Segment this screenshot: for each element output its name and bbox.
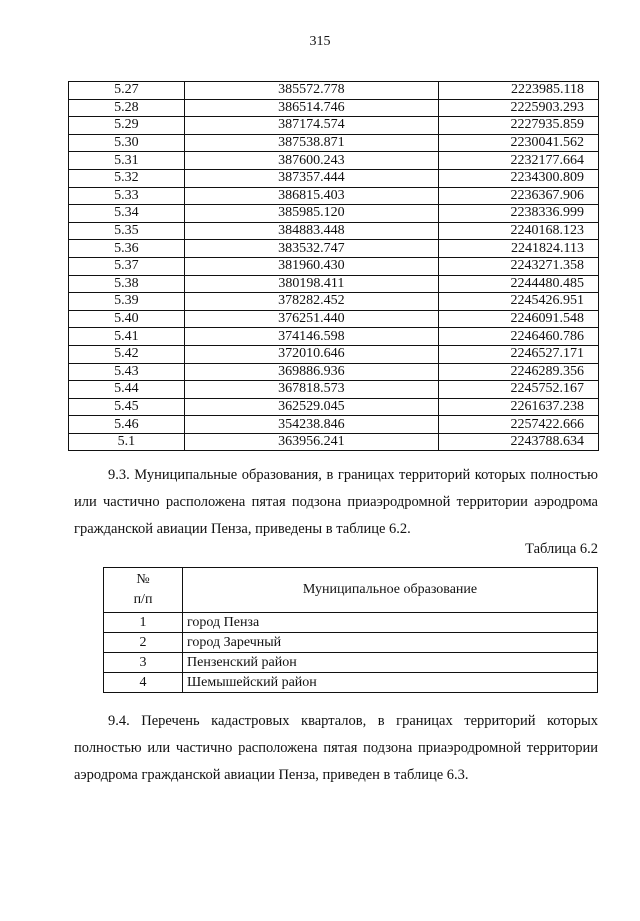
table-caption: Таблица 6.2 <box>525 541 598 557</box>
table-row <box>69 169 599 187</box>
table-row <box>69 345 599 363</box>
y-coordinate-cell: 2245426.951 <box>439 293 599 311</box>
x-coordinate-cell: 386514.746 <box>184 99 438 117</box>
table-row <box>69 99 599 117</box>
coordinates-table <box>68 81 599 451</box>
x-coordinate-cell: 385985.120 <box>184 205 438 223</box>
x-coordinate-cell: 387174.574 <box>184 117 438 135</box>
y-coordinate-cell: 2246091.548 <box>439 310 599 328</box>
table-header-row <box>104 568 598 613</box>
y-coordinate-cell: 2257422.666 <box>439 416 599 434</box>
paragraph-9-4 <box>74 708 598 789</box>
x-coordinate-cell: 387357.444 <box>184 169 438 187</box>
point-number-cell: 5.38 <box>69 275 185 293</box>
y-coordinate-cell: 2243271.358 <box>439 257 599 275</box>
table-row <box>104 613 598 633</box>
point-number-cell: 5.42 <box>69 345 185 363</box>
header-number <box>104 568 183 613</box>
y-coordinate-cell: 2240168.123 <box>439 222 599 240</box>
table-row <box>69 117 599 135</box>
point-number-cell: 5.36 <box>69 240 185 258</box>
point-number-cell: 5.44 <box>69 381 185 399</box>
x-coordinate-cell: 383532.747 <box>184 240 438 258</box>
y-coordinate-cell: 2246460.786 <box>439 328 599 346</box>
point-number-cell: 5.31 <box>69 152 185 170</box>
point-number-cell: 5.33 <box>69 187 185 205</box>
table-row <box>69 381 599 399</box>
table-row <box>69 152 599 170</box>
x-coordinate-cell: 386815.403 <box>184 187 438 205</box>
x-coordinate-cell: 372010.646 <box>184 345 438 363</box>
point-number-cell: 5.28 <box>69 99 185 117</box>
y-coordinate-cell: 2227935.859 <box>439 117 599 135</box>
page-number: 315 <box>309 34 331 49</box>
point-number-cell: 5.29 <box>69 117 185 135</box>
y-coordinate-cell: 2234300.809 <box>439 169 599 187</box>
table-row <box>69 398 599 416</box>
y-coordinate-cell: 2232177.664 <box>439 152 599 170</box>
table-row <box>69 275 599 293</box>
point-number-cell: 5.43 <box>69 363 185 381</box>
point-number-cell: 5.35 <box>69 222 185 240</box>
y-coordinate-cell: 2241824.113 <box>439 240 599 258</box>
y-coordinate-cell: 2236367.906 <box>439 187 599 205</box>
table-row <box>104 653 598 673</box>
point-number-cell: 5.34 <box>69 205 185 223</box>
municipalities-table <box>103 567 598 693</box>
table-row <box>104 673 598 693</box>
point-number-cell: 5.37 <box>69 257 185 275</box>
point-number-cell: 5.45 <box>69 398 185 416</box>
paragraph-9-3 <box>74 462 598 543</box>
y-coordinate-cell: 2261637.238 <box>439 398 599 416</box>
table-row <box>69 205 599 223</box>
row-number-cell: 4 <box>104 673 183 693</box>
x-coordinate-cell: 363956.241 <box>184 433 438 451</box>
point-number-cell: 5.27 <box>69 82 185 100</box>
table-row <box>69 328 599 346</box>
x-coordinate-cell: 381960.430 <box>184 257 438 275</box>
y-coordinate-cell: 2245752.167 <box>439 381 599 399</box>
y-coordinate-cell: 2243788.634 <box>439 433 599 451</box>
municipality-name-cell: Шемышейский район <box>183 673 598 693</box>
municipality-name-cell: город Заречный <box>183 633 598 653</box>
row-number-cell: 2 <box>104 633 183 653</box>
x-coordinate-cell: 374146.598 <box>184 328 438 346</box>
x-coordinate-cell: 378282.452 <box>184 293 438 311</box>
header-municipality: Муниципальное образование <box>183 568 598 613</box>
paragraph-9-3-text: 9.3. Муниципальные образования, в границах территорий которых полностью или частично расположена пятая подзона приаэродромной территории аэродрома гражданской авиации Пенза, приведены в таблице 6.2. <box>74 467 598 537</box>
point-number-cell: 5.40 <box>69 310 185 328</box>
table-row <box>104 633 598 653</box>
y-coordinate-cell: 2238336.999 <box>439 205 599 223</box>
table-row <box>69 187 599 205</box>
paragraph-9-4-text: 9.4. Перечень кадастровых кварталов, в границах территорий которых полностью или частично расположена пятая подзона приаэродромной территории аэродрома гражданской авиации Пенза, приведен в таблице 6.3. <box>74 713 598 783</box>
header-number-symbol: № <box>136 572 150 587</box>
x-coordinate-cell: 367818.573 <box>184 381 438 399</box>
y-coordinate-cell: 2244480.485 <box>439 275 599 293</box>
point-number-cell: 5.39 <box>69 293 185 311</box>
x-coordinate-cell: 376251.440 <box>184 310 438 328</box>
row-number-cell: 1 <box>104 613 183 633</box>
x-coordinate-cell: 369886.936 <box>184 363 438 381</box>
table-row <box>69 82 599 100</box>
y-coordinate-cell: 2246527.171 <box>439 345 599 363</box>
x-coordinate-cell: 385572.778 <box>184 82 438 100</box>
point-number-cell: 5.46 <box>69 416 185 434</box>
table-row <box>69 134 599 152</box>
table-row <box>69 363 599 381</box>
row-number-cell: 3 <box>104 653 183 673</box>
point-number-cell: 5.41 <box>69 328 185 346</box>
municipality-name-cell: город Пенза <box>183 613 598 633</box>
y-coordinate-cell: 2223985.118 <box>439 82 599 100</box>
point-number-cell: 5.32 <box>69 169 185 187</box>
table-row <box>69 433 599 451</box>
table-row <box>69 240 599 258</box>
y-coordinate-cell: 2246289.356 <box>439 363 599 381</box>
x-coordinate-cell: 387600.243 <box>184 152 438 170</box>
table-row <box>69 222 599 240</box>
municipality-name-cell: Пензенский район <box>183 653 598 673</box>
x-coordinate-cell: 387538.871 <box>184 134 438 152</box>
header-number-abbr: п/п <box>133 592 153 607</box>
table-row <box>69 310 599 328</box>
x-coordinate-cell: 384883.448 <box>184 222 438 240</box>
y-coordinate-cell: 2225903.293 <box>439 99 599 117</box>
table-row <box>69 293 599 311</box>
table-row <box>69 257 599 275</box>
x-coordinate-cell: 354238.846 <box>184 416 438 434</box>
y-coordinate-cell: 2230041.562 <box>439 134 599 152</box>
point-number-cell: 5.30 <box>69 134 185 152</box>
x-coordinate-cell: 380198.411 <box>184 275 438 293</box>
point-number-cell: 5.1 <box>69 433 185 451</box>
table-row <box>69 416 599 434</box>
x-coordinate-cell: 362529.045 <box>184 398 438 416</box>
